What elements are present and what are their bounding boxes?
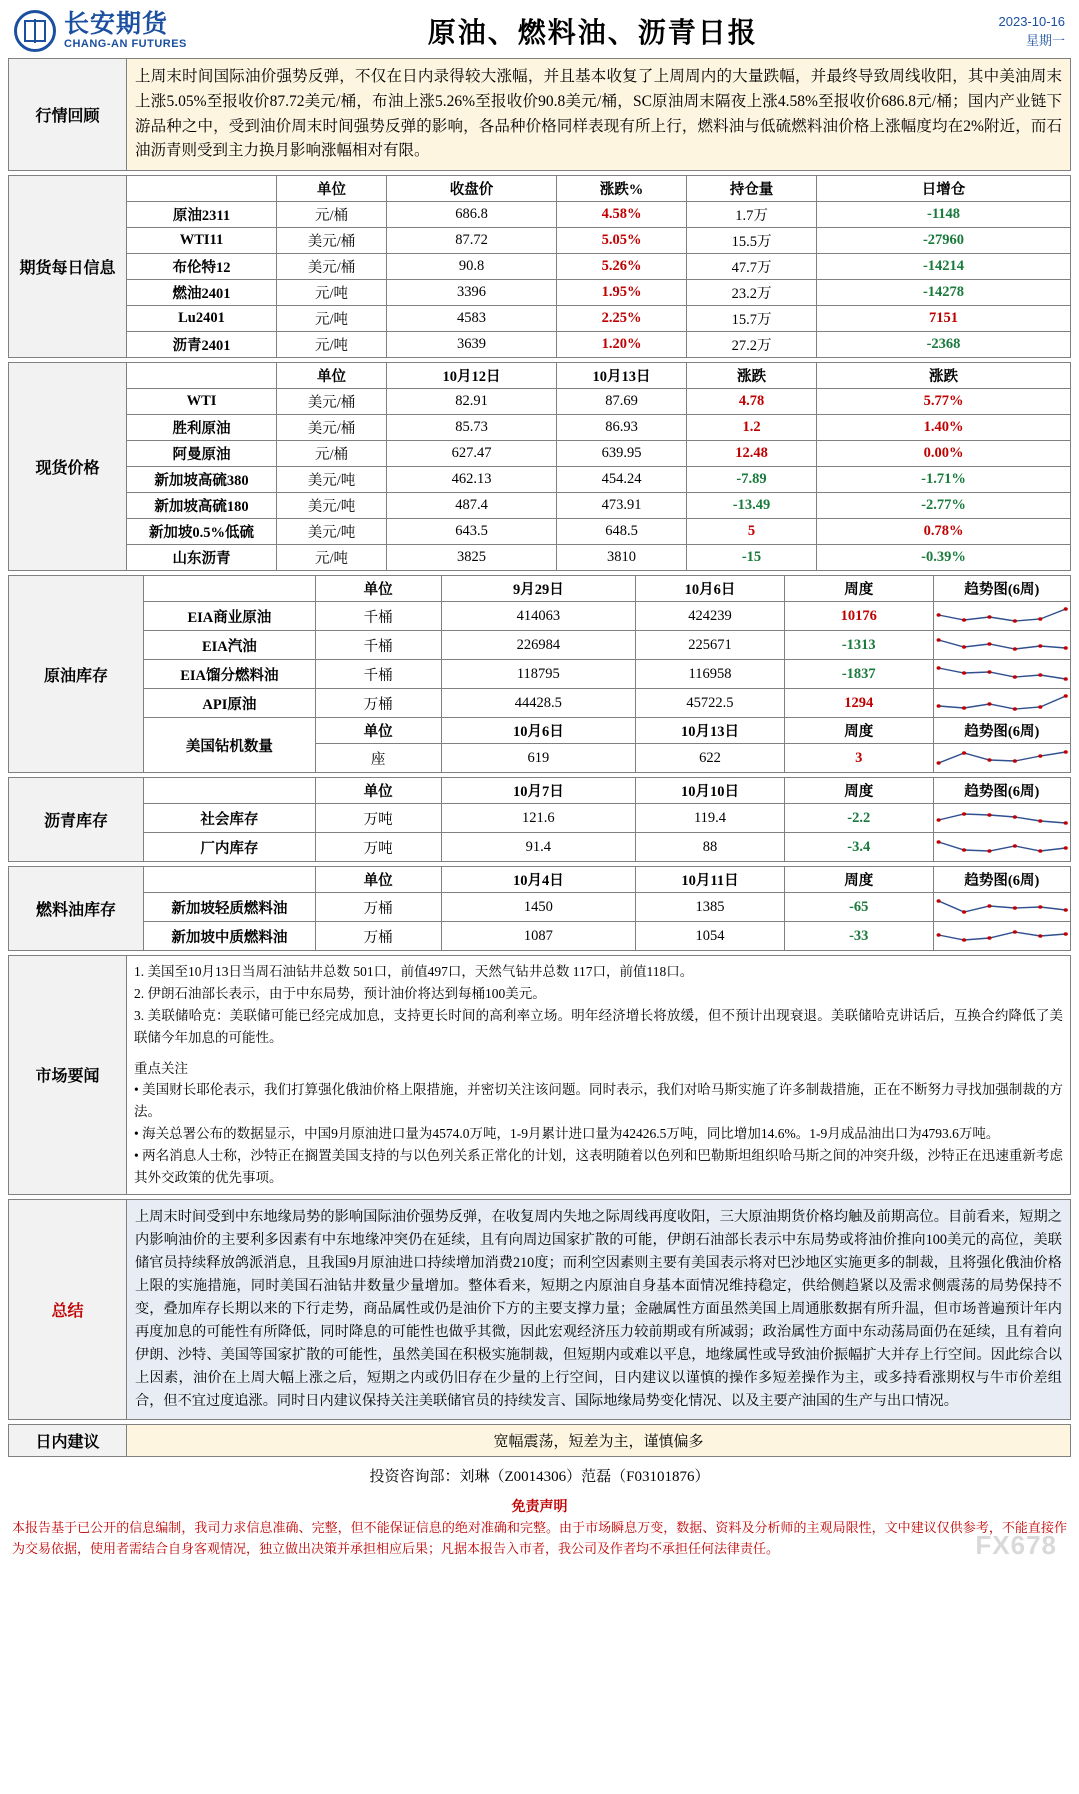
crude-row-curr: 225671	[636, 631, 785, 660]
table-row	[9, 545, 1071, 571]
spot-row-name: 胜利原油	[127, 415, 277, 441]
fuel-row-change: -33	[784, 922, 933, 951]
sparkline-chart	[933, 660, 1070, 689]
spot-row-pct: -2.77%	[817, 493, 1071, 519]
futures-row-change: 5.05%	[557, 228, 687, 254]
asphalt-row-prev: 121.6	[441, 804, 636, 833]
spot-row-change: 4.78	[687, 389, 817, 415]
market-review-text: 上周末时间国际油价强势反弹，不仅在日内录得较大涨幅，并且基本收复了上周周内的大量跌幅，并最终导致周线收阳，其中美油周末上涨5.05%至报收价87.72美元/桶，布油上涨5.26%至报收价90.8美元/桶，SC原油周末隔夜上涨4.58%至报收价686.8元/桶；国内产业链下游品种之中，受到油价周末时间强势反弹的影响，各品种价格同样表现有所上行，燃料油与低硫燃料油价格上涨幅度均在2%附近，而石油沥青则受到主力换月影响涨幅相对有限。	[127, 59, 1071, 171]
futures-daily-label: 期货每日信息	[9, 176, 127, 358]
asphalt-col-1: 单位	[315, 778, 441, 804]
spot-row-prev: 627.47	[387, 441, 557, 467]
consultant-text: 投资咨询部：刘琳（Z0014306）范磊（F03101876）	[369, 1468, 710, 1485]
futures-row-oi: 47.7万	[687, 254, 817, 280]
crude-row-unit: 千桶	[315, 660, 441, 689]
fuel-col-1: 单位	[315, 867, 441, 893]
table-row	[9, 254, 1071, 280]
fuel-col-3: 10月11日	[636, 867, 785, 893]
futures-row-unit: 元/吨	[277, 306, 387, 332]
fuel-row-change: -65	[784, 893, 933, 922]
futures-row-delta: -14214	[817, 254, 1071, 280]
news-focus-item: • 两名消息人士称，沙特正在搁置美国支持的与以色列关系正常化的计划，这表明随着以色列和巴勒斯坦组织哈马斯之间的冲突升级，沙特正在迅速重新考虑其外交政策的优先事项。	[134, 1148, 1063, 1185]
fuel-row-curr: 1385	[636, 893, 785, 922]
asphalt-col-2: 10月7日	[441, 778, 636, 804]
table-row	[9, 202, 1071, 228]
futures-row-name: 布伦特12	[127, 254, 277, 280]
futures-row-unit: 元/桶	[277, 202, 387, 228]
asphalt-col-3: 10月10日	[636, 778, 785, 804]
futures-row-unit: 元/吨	[277, 280, 387, 306]
crude-row-curr: 424239	[636, 602, 785, 631]
table-row	[9, 332, 1071, 358]
spot-row-change: 5	[687, 519, 817, 545]
spot-row-pct: -1.71%	[817, 467, 1071, 493]
crude-col-2: 9月29日	[441, 576, 636, 602]
crude-col-3: 10月6日	[636, 576, 785, 602]
spot-row-curr: 87.69	[557, 389, 687, 415]
consultant-block	[8, 1461, 1071, 1490]
spot-col-2: 10月12日	[387, 363, 557, 389]
table-row	[9, 718, 1071, 744]
asphalt-col-5: 趋势图(6周)	[933, 778, 1070, 804]
futures-col-1: 单位	[277, 176, 387, 202]
spot-row-unit: 美元/桶	[277, 389, 387, 415]
crude-row-name: EIA馏分燃料油	[144, 660, 316, 689]
spot-row-unit: 美元/吨	[277, 519, 387, 545]
summary-label: 总结	[9, 1199, 127, 1419]
asphalt-inventory-label: 沥青库存	[9, 778, 144, 862]
table-row	[9, 415, 1071, 441]
futures-col-5: 日增仓	[817, 176, 1071, 202]
spot-row-change: -7.89	[687, 467, 817, 493]
table-row	[9, 833, 1071, 862]
table-row	[9, 519, 1071, 545]
spot-row-pct: 0.00%	[817, 441, 1071, 467]
fuel-row-name: 新加坡中质燃料油	[144, 922, 316, 951]
table-row	[9, 389, 1071, 415]
rig-change: 3	[784, 744, 933, 773]
rig-col-trend: 趋势图(6周)	[933, 718, 1070, 744]
fuel-row-unit: 万桶	[315, 893, 441, 922]
summary-table	[8, 1199, 1071, 1420]
asphalt-row-unit: 万吨	[315, 804, 441, 833]
spot-row-unit: 美元/桶	[277, 415, 387, 441]
fuel-col-2: 10月4日	[441, 867, 636, 893]
futures-row-close: 90.8	[387, 254, 557, 280]
futures-col-2: 收盘价	[387, 176, 557, 202]
spot-row-name: 山东沥青	[127, 545, 277, 571]
market-news-body	[127, 956, 1071, 1195]
crude-inventory-table	[8, 575, 1071, 773]
news-item: 3. 美联储哈克：美联储可能已经完成加息，支持更长时间的高利率立场。明年经济增长将放缓，但不预计出现衰退。美联储哈克讲话后，互换合约降低了美联储今年加息的可能性。	[134, 1007, 1063, 1045]
spot-price-table	[8, 362, 1071, 571]
brand-name-cn: 长安期货	[64, 10, 169, 39]
disclaimer-block	[8, 1490, 1071, 1560]
table-row	[9, 660, 1071, 689]
spot-row-prev: 487.4	[387, 493, 557, 519]
crude-row-curr: 116958	[636, 660, 785, 689]
market-news-label: 市场要闻	[9, 956, 127, 1195]
report-weekday: 星期一	[1025, 33, 1065, 48]
brand	[14, 10, 187, 52]
news-item: 2. 伊朗石油部长表示，由于中东局势，预计油价将达到每桶100美元。	[134, 986, 546, 1002]
rig-prev: 619	[441, 744, 636, 773]
rig-col-curr: 10月13日	[636, 718, 785, 744]
market-review-table	[8, 58, 1071, 171]
asphalt-row-unit: 万吨	[315, 833, 441, 862]
spot-row-pct: -0.39%	[817, 545, 1071, 571]
sparkline-chart	[933, 602, 1070, 631]
crude-row-change: -1313	[784, 631, 933, 660]
spot-row-change: 1.2	[687, 415, 817, 441]
crude-row-name: EIA商业原油	[144, 602, 316, 631]
futures-row-delta: -1148	[817, 202, 1071, 228]
futures-row-delta: -27960	[817, 228, 1071, 254]
rig-col-prev: 10月6日	[441, 718, 636, 744]
asphalt-row-name: 厂内库存	[144, 833, 316, 862]
futures-row-unit: 美元/桶	[277, 254, 387, 280]
report-header	[8, 6, 1071, 58]
table-row	[9, 804, 1071, 833]
futures-row-change: 2.25%	[557, 306, 687, 332]
futures-row-delta: -14278	[817, 280, 1071, 306]
spot-row-prev: 85.73	[387, 415, 557, 441]
table-row	[9, 602, 1071, 631]
asphalt-row-curr: 88	[636, 833, 785, 862]
spot-row-curr: 86.93	[557, 415, 687, 441]
crude-row-change: 1294	[784, 689, 933, 718]
fuel-col-5: 趋势图(6周)	[933, 867, 1070, 893]
spot-price-label: 现货价格	[9, 363, 127, 571]
spot-row-prev: 462.13	[387, 467, 557, 493]
futures-row-close: 686.8	[387, 202, 557, 228]
company-logo-icon	[14, 10, 56, 52]
futures-row-name: 沥青2401	[127, 332, 277, 358]
futures-col-3: 涨跌%	[557, 176, 687, 202]
spot-col-1: 单位	[277, 363, 387, 389]
crude-row-prev: 118795	[441, 660, 636, 689]
crude-col-1: 单位	[315, 576, 441, 602]
fuel-col-0	[144, 867, 316, 893]
crude-row-curr: 45722.5	[636, 689, 785, 718]
news-focus-item: • 海关总署公布的数据显示，中国9月原油进口量为4574.0万吨，1-9月累计进口量为42426.5万吨，同比增加14.6%。1-9月成品油出口为4793.6万吨。	[134, 1126, 1000, 1142]
asphalt-row-prev: 91.4	[441, 833, 636, 862]
futures-row-close: 4583	[387, 306, 557, 332]
crude-row-unit: 千桶	[315, 602, 441, 631]
crude-inventory-label: 原油库存	[9, 576, 144, 773]
report-date-block	[999, 12, 1066, 51]
futures-row-close: 87.72	[387, 228, 557, 254]
sparkline-chart	[933, 833, 1070, 862]
futures-row-close: 3639	[387, 332, 557, 358]
futures-row-delta: 7151	[817, 306, 1071, 332]
spot-col-4: 涨跌	[687, 363, 817, 389]
spot-row-prev: 643.5	[387, 519, 557, 545]
spot-row-change: -15	[687, 545, 817, 571]
spot-row-curr: 639.95	[557, 441, 687, 467]
sparkline-chart	[933, 804, 1070, 833]
rig-curr: 622	[636, 744, 785, 773]
watermark: FX678	[975, 1530, 1057, 1561]
futures-col-4: 持仓量	[687, 176, 817, 202]
intraday-advice-text: 宽幅震荡，短差为主，谨慎偏多	[127, 1424, 1071, 1456]
asphalt-row-name: 社会库存	[144, 804, 316, 833]
fuel-row-prev: 1087	[441, 922, 636, 951]
rig-count-name: 美国钻机数量	[144, 718, 316, 773]
news-focus-item: • 美国财长耶伦表示，我们打算强化俄油价格上限措施，并密切关注该问题。同时表示，我们对哈马斯实施了许多制裁措施，正在不断努力寻找加强制裁的方法。	[134, 1082, 1063, 1120]
table-row	[9, 689, 1071, 718]
disclaimer-text: 本报告基于已公开的信息编制，我司力求信息准确、完整，但不能保证信息的绝对准确和完整。由于市场瞬息万变，数据、资料及分析师的主观局限性，文中建议仅供参考，不能直接作为交易依据，使用者需结合自身客观情况，独立做出决策并承担相应后果；凡据本报告入市者，我公司及作者均不承担任何法律责任。	[12, 1519, 1067, 1556]
futures-row-name: 原油2311	[127, 202, 277, 228]
futures-row-oi: 23.2万	[687, 280, 817, 306]
table-row	[9, 493, 1071, 519]
crude-row-change: -1837	[784, 660, 933, 689]
futures-row-change: 4.58%	[557, 202, 687, 228]
fuel-row-prev: 1450	[441, 893, 636, 922]
spot-row-unit: 元/桶	[277, 441, 387, 467]
table-row	[9, 922, 1071, 951]
crude-row-name: EIA汽油	[144, 631, 316, 660]
rig-col-weekly: 周度	[784, 718, 933, 744]
rig-unit: 座	[315, 744, 441, 773]
spot-row-change: 12.48	[687, 441, 817, 467]
table-row	[9, 441, 1071, 467]
crude-row-prev: 226984	[441, 631, 636, 660]
table-row	[9, 631, 1071, 660]
spot-col-5: 涨跌	[817, 363, 1071, 389]
spot-row-name: 新加坡高硫180	[127, 493, 277, 519]
asphalt-col-4: 周度	[784, 778, 933, 804]
futures-row-unit: 美元/桶	[277, 228, 387, 254]
futures-row-oi: 15.7万	[687, 306, 817, 332]
report-date: 2023-10-16	[998, 13, 1065, 29]
futures-row-oi: 27.2万	[687, 332, 817, 358]
sparkline-chart	[933, 893, 1070, 922]
news-focus-title: 重点关注	[134, 1060, 188, 1076]
asphalt-col-0	[144, 778, 316, 804]
summary-text: 上周末时间受到中东地缘局势的影响国际油价强势反弹，在收复周内失地之际周线再度收阳，三大原油期货价格均触及前期高位。目前看来，短期之内影响油价的主要利多因素有中东地缘冲突仍在延续，且有向周边国家扩散的可能，伊朗石油部长表示中东局势或将油价推向100美元的高位，美联储官员持续释放鸽派消息，且我国9月原油进口持续增加消费210度；而利空因素则主要有美国表示将对巴沙地区实施更多的制裁，且将强化俄油价格上限的实施措施，同时美国石油钻井数量少量增加。整体看来，短期之内原油自身基本面情况维持稳定，供给侧趋紧以及需求侧震荡的局势保持不变，叠加库存长期以来的下行走势，商品属性或仍是油价下方的主要支撑力量；金融属性方面虽然美国上周通胀数据有所升温，但市场普遍预计年内再度加息的可能性有所降低，同时降息的可能性也做乎其微，因此宏观经济压力较前期或有所减弱；政治属性方面中东动荡局面仍在延续，且有着向伊朗、沙特、美国等国家扩散的可能性，虽然美国在积极实施制裁，但短期内或难以平息，地缘属性或导致油价振幅扩大并存上行空间。因此综合以上因素，油价在上周大幅上涨之后，短期之内或仍旧存在少量的上行空间，日内建议以谨慎的操作多短差操作为主，或多持看涨期权与牛市价差组合，但不宜过度追涨。同时日内建议保持关注美联储官员的持续发言、国际地缘局势变化情况、以及主要产油国的生产与出口情况。	[127, 1199, 1071, 1419]
news-item: 1. 美国至10月13日当周石油钻井总数 501口，前值497口，天然气钻井总数 117口，前值118口。	[134, 964, 694, 980]
futures-row-close: 3396	[387, 280, 557, 306]
market-review-label: 行情回顾	[9, 59, 127, 171]
asphalt-inventory-table	[8, 777, 1071, 862]
futures-row-oi: 1.7万	[687, 202, 817, 228]
futures-row-name: WTI11	[127, 228, 277, 254]
spot-row-unit: 元/吨	[277, 545, 387, 571]
table-row	[9, 280, 1071, 306]
spot-row-pct: 0.78%	[817, 519, 1071, 545]
brand-name-en: CHANG-AN FUTURES	[64, 38, 187, 51]
crude-col-4: 周度	[784, 576, 933, 602]
table-row	[9, 306, 1071, 332]
disclaimer-title: 免责声明	[511, 1499, 568, 1515]
asphalt-row-change: -2.2	[784, 804, 933, 833]
sparkline-chart	[933, 744, 1070, 773]
spot-row-name: 新加坡0.5%低硫	[127, 519, 277, 545]
crude-col-0	[144, 576, 316, 602]
futures-row-unit: 元/吨	[277, 332, 387, 358]
asphalt-row-curr: 119.4	[636, 804, 785, 833]
futures-row-name: 燃油2401	[127, 280, 277, 306]
spot-row-pct: 5.77%	[817, 389, 1071, 415]
rig-col-unit: 单位	[315, 718, 441, 744]
spot-col-3: 10月13日	[557, 363, 687, 389]
crude-row-unit: 万桶	[315, 689, 441, 718]
spot-row-change: -13.49	[687, 493, 817, 519]
crude-row-prev: 414063	[441, 602, 636, 631]
spot-row-name: WTI	[127, 389, 277, 415]
sparkline-chart	[933, 631, 1070, 660]
futures-row-change: 5.26%	[557, 254, 687, 280]
fuel-row-name: 新加坡轻质燃料油	[144, 893, 316, 922]
futures-row-change: 1.95%	[557, 280, 687, 306]
spot-row-name: 阿曼原油	[127, 441, 277, 467]
table-row	[9, 467, 1071, 493]
fuel-row-curr: 1054	[636, 922, 785, 951]
fuel-inventory-label: 燃料油库存	[9, 867, 144, 951]
spot-row-prev: 82.91	[387, 389, 557, 415]
intraday-advice-label: 日内建议	[9, 1424, 127, 1456]
spot-col-0	[127, 363, 277, 389]
fuel-row-unit: 万桶	[315, 922, 441, 951]
futures-row-change: 1.20%	[557, 332, 687, 358]
spot-row-unit: 美元/吨	[277, 467, 387, 493]
page-title: 原油、燃料油、沥青日报	[427, 18, 758, 49]
market-news-table	[8, 955, 1071, 1195]
futures-row-name: Lu2401	[127, 306, 277, 332]
spot-row-name: 新加坡高硫380	[127, 467, 277, 493]
crude-row-prev: 44428.5	[441, 689, 636, 718]
futures-col-0	[127, 176, 277, 202]
spot-row-curr: 473.91	[557, 493, 687, 519]
asphalt-row-change: -3.4	[784, 833, 933, 862]
crude-col-5: 趋势图(6周)	[933, 576, 1070, 602]
spot-row-pct: 1.40%	[817, 415, 1071, 441]
spot-row-prev: 3825	[387, 545, 557, 571]
crude-row-change: 10176	[784, 602, 933, 631]
sparkline-chart	[933, 922, 1070, 951]
sparkline-chart	[933, 689, 1070, 718]
spot-row-curr: 3810	[557, 545, 687, 571]
crude-row-unit: 千桶	[315, 631, 441, 660]
futures-row-delta: -2368	[817, 332, 1071, 358]
crude-row-name: API原油	[144, 689, 316, 718]
spot-row-curr: 648.5	[557, 519, 687, 545]
intraday-advice-table	[8, 1424, 1071, 1457]
spot-row-unit: 美元/吨	[277, 493, 387, 519]
table-row	[9, 228, 1071, 254]
table-row	[9, 893, 1071, 922]
spot-row-curr: 454.24	[557, 467, 687, 493]
fuel-inventory-table	[8, 866, 1071, 951]
fuel-col-4: 周度	[784, 867, 933, 893]
futures-row-oi: 15.5万	[687, 228, 817, 254]
futures-daily-table	[8, 175, 1071, 358]
